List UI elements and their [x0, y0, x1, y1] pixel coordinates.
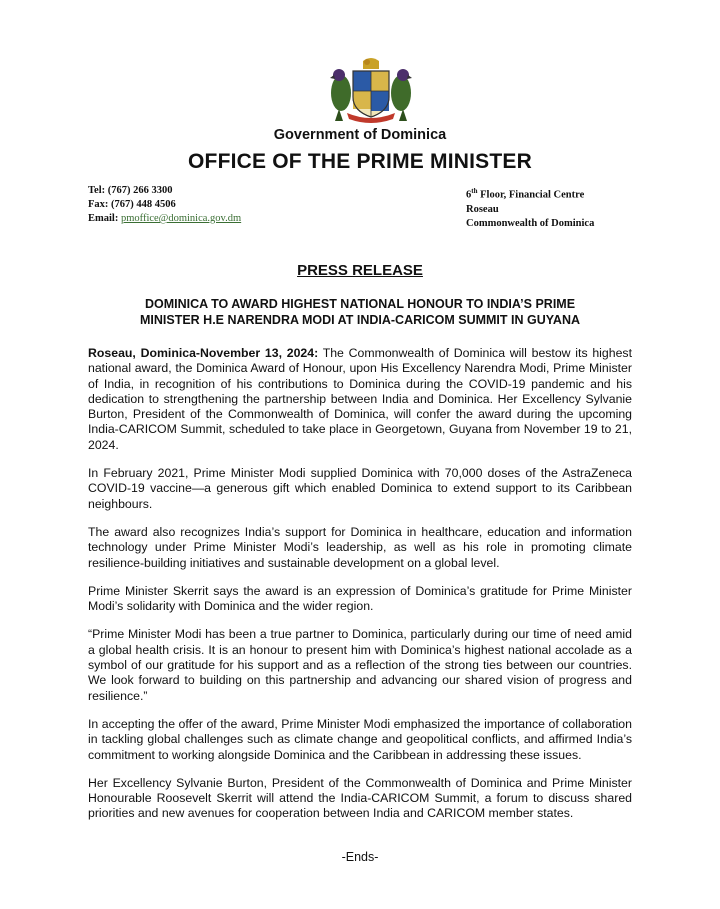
ends-marker: -Ends-	[341, 850, 379, 864]
address-city: Roseau	[466, 203, 499, 215]
paragraph-2: In February 2021, Prime Minister Modi supplied Dominica with 70,000 doses of the AstraZeneca COVID-19 vaccine—a generous gift which enabled Dominica to extend support to its Caribbean neighbours.	[88, 466, 632, 511]
email-line	[88, 212, 241, 226]
email-label: Email:	[88, 213, 121, 224]
dateline: Roseau, Dominica-November 13, 2024:	[88, 346, 319, 360]
address-country: Commonwealth of Dominica	[466, 217, 595, 229]
headline-line-2: MINISTER H.E NARENDRA MODI AT INDIA-CARICOM SUMMIT IN GUYANA	[139, 313, 581, 327]
office-heading: OFFICE OF THE PRIME MINISTER	[188, 150, 532, 173]
contact-details-left	[88, 184, 241, 226]
paragraph-1: Roseau, Dominica-November 13, 2024: The Commonwealth of Dominica will bestow its highest national award, the Dominica Award of Honour, upon His Excellency Narendra Modi, Prime Minister of India, in recognition of his contributions to Dominica during the COVID-19 pandemic and his dedication to strengthening the partnership between India and Dominica. Her Excellency Sylvanie Burton, President of the Commonwealth of Dominica, will confer the award during the upcoming India-CARICOM Summit, scheduled to take place in Georgetown, Guyana from November 19 to 21, 2024.	[88, 346, 632, 452]
paragraph-6: In accepting the offer of the award, Prime Minister Modi emphasized the importance of collaboration in tackling global challenges such as climate change and geopolitical conflicts, and affirmed India’s commitment to working alongside Dominica and the Caribbean in addressing these issues.	[88, 716, 632, 762]
headline-line-1: DOMINICA TO AWARD HIGHEST NATIONAL HONOUR TO INDIA’S PRIME	[144, 297, 576, 311]
email-link[interactable]: pmoffice@dominica.gov.dm	[120, 213, 242, 224]
paragraph-3: The award also recognizes India’s support for Dominica in healthcare, education and information technology under Prime Minister Modi’s leadership, as well as his role in promoting climate resilience-building initiatives and sustainable development on a global level.	[88, 524, 632, 570]
press-release-title: PRESS RELEASE	[297, 262, 423, 279]
paragraph-4: Prime Minister Skerrit says the award is an expression of Dominica’s gratitude for Prime Minister Modi’s solidarity with Dominica and the wider region.	[88, 583, 632, 614]
government-heading: Government of Dominica	[273, 127, 447, 143]
contact-details-right	[466, 184, 594, 231]
telephone-line: Tel: (767) 266 3300	[88, 185, 173, 196]
release-headline	[100, 296, 620, 328]
paragraph-7: Her Excellency Sylvanie Burton, President of the Commonwealth of Dominica and Prime Minister Honourable Roosevelt Skerrit will attend the India-CARICOM Summit, a forum to discuss shared priorities and new avenues for cooperation between India and CARICOM member states.	[88, 775, 632, 821]
fax-line: Fax: (767) 448 4506	[88, 199, 176, 210]
paragraph-5: “Prime Minister Modi has been a true partner to Dominica, particularly during our time of need amid a global health crisis. It is an honour to present him with Dominica’s highest national accolade as a symbol of our gratitude for his support and as a reflection of the strong ties between our countries. We look forward to building on this partnership and advancing our shared vision of progress and resilience.”	[88, 627, 632, 703]
address-floor: 6th Floor, Financial Centre	[466, 187, 585, 201]
coat-of-arms-icon	[325, 55, 417, 125]
release-body	[88, 346, 632, 835]
